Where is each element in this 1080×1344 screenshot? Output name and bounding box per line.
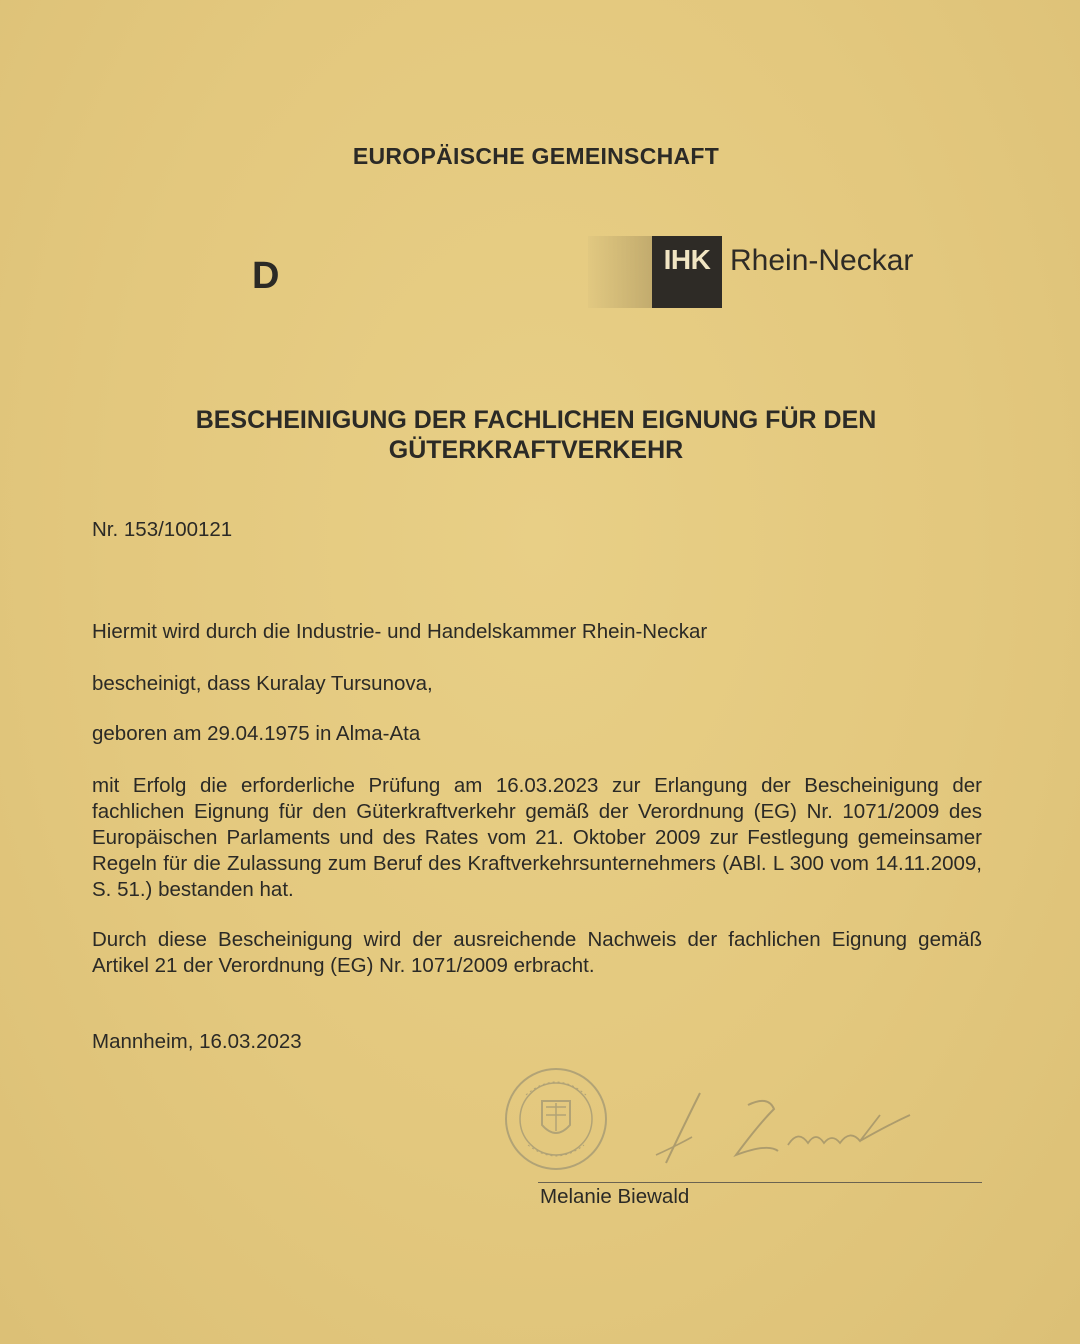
ihk-logo bbox=[588, 236, 918, 308]
signer-name: Melanie Biewald bbox=[540, 1185, 690, 1208]
logo-name: Rhein-Neckar bbox=[730, 244, 914, 277]
document-title-line-2: GÜTERKRAFTVERKEHR bbox=[388, 436, 684, 464]
document-title-line-1: BESCHEINIGUNG DER FACHLICHEN EIGNUNG FÜR DEN bbox=[195, 406, 877, 434]
logo-gradient-block bbox=[588, 236, 658, 308]
birth-line: geboren am 29.04.1975 in Alma-Ata bbox=[92, 722, 421, 745]
logo-mark: IHK bbox=[663, 244, 711, 275]
intro-line: Hiermit wird durch die Industrie- und Handelskammer Rhein-Neckar bbox=[92, 620, 708, 643]
country-code: D bbox=[252, 255, 280, 297]
handwritten-signature bbox=[648, 1085, 918, 1170]
document-title bbox=[0, 405, 1072, 465]
proof-paragraph: Durch diese Bescheinigung wird der ausreichende Nachweis der fachlichen Eignung gemäß Artikel 21 der Verordnung (EG) Nr. 1071/2009 erbracht. bbox=[92, 928, 982, 977]
signature-line bbox=[538, 1182, 982, 1183]
certificate-number: Nr. 153/100121 bbox=[92, 518, 233, 541]
exam-paragraph: mit Erfolg die erforderliche Prüfung am 16.03.2023 zur Erlangung der Bescheinigung der fachlichen Eignung für den Güterkraftverkehr gemäß der Verordnung (EG) Nr. 1071/2009 des Europäischen Parlaments und des Rates vom 21. Oktober 2009 zur Festlegung gemeinsamer Regeln für die Zulassung zum Beruf des Kraftverkehrsunternehmers (ABl. L 300 vom 14.11.2009, S. 51.) bestanden hat. bbox=[92, 774, 982, 901]
community-heading: EUROPÄISCHE GEMEINSCHAFT bbox=[352, 143, 720, 169]
certifies-line: bescheinigt, dass Kuralay Tursunova, bbox=[92, 672, 433, 695]
official-seal-stamp bbox=[502, 1065, 610, 1173]
place-and-date: Mannheim, 16.03.2023 bbox=[92, 1030, 302, 1053]
